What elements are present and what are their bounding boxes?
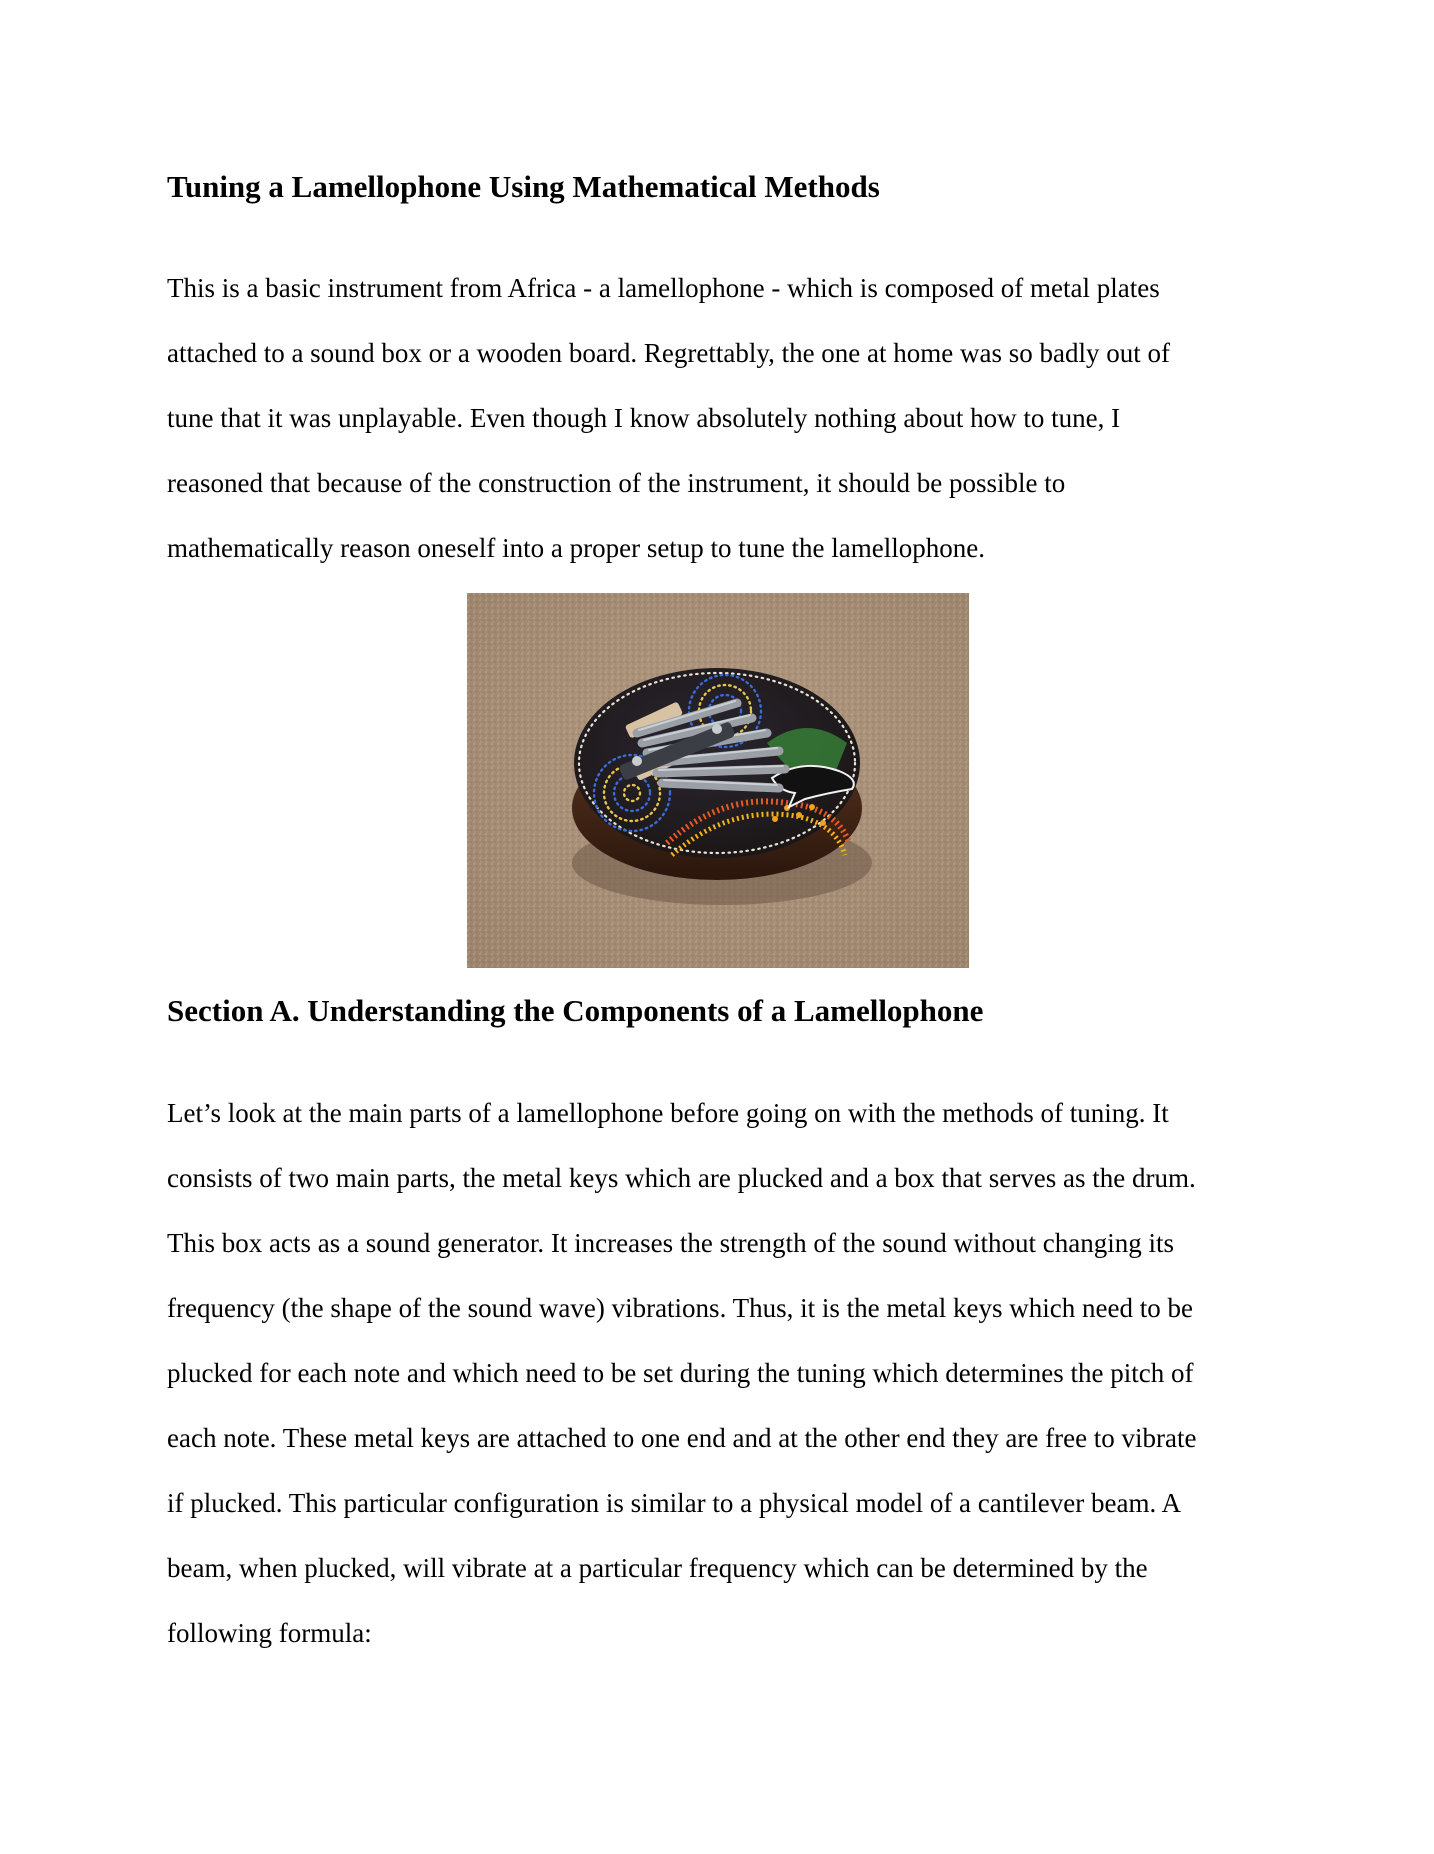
text-line: attached to a sound box or a wooden board. Regrettably, the one at home was so badly out of — [167, 338, 1170, 368]
text-line: frequency (the shape of the sound wave) vibrations. Thus, it is the metal keys which need to be — [167, 1293, 1193, 1323]
text-line: Let’s look at the main parts of a lamellophone before going on with the methods of tuning. It — [167, 1098, 1169, 1128]
text-line: reasoned that because of the construction of the instrument, it should be possible to — [167, 468, 1066, 498]
text-line: following formula: — [167, 1618, 372, 1648]
text-line: mathematically reason oneself into a proper setup to tune the lamellophone. — [167, 533, 985, 563]
kalimba-photo — [467, 593, 969, 968]
kalimba-photo-icon — [467, 593, 969, 968]
text-line: This is a basic instrument from Africa - a lamellophone - which is composed of metal plates — [167, 273, 1160, 303]
text-line: if plucked. This particular configuration is similar to a physical model of a cantilever beam. A — [167, 1488, 1181, 1518]
section-a-paragraph — [167, 1081, 1267, 1666]
text-line: each note. These metal keys are attached to one end and at the other end they are free to vibrate — [167, 1423, 1197, 1453]
text-line: plucked for each note and which need to be set during the tuning which determines the pitch of — [167, 1358, 1194, 1388]
intro-paragraph — [167, 256, 1267, 581]
page-title: Tuning a Lamellophone Using Mathematical Methods — [167, 169, 880, 204]
text-line: This box acts as a sound generator. It increases the strength of the sound without changing its — [167, 1228, 1175, 1258]
text-line: consists of two main parts, the metal keys which are plucked and a box that serves as the drum. — [167, 1163, 1196, 1193]
section-a-title: Section A. Understanding the Components of a Lamellophone — [167, 993, 984, 1028]
text-line: tune that it was unplayable. Even though I know absolutely nothing about how to tune, I — [167, 403, 1121, 433]
text-line: beam, when plucked, will vibrate at a particular frequency which can be determined by the — [167, 1553, 1148, 1583]
